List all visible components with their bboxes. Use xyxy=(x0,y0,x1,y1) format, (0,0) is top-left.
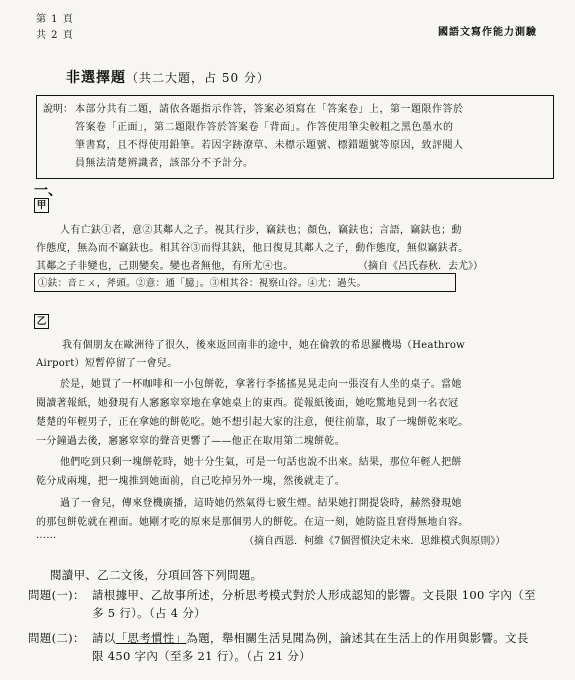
passage-a-citation: （摘自《呂氏春秋．去尤》） xyxy=(358,261,483,272)
section-title-text: 非選擇題 xyxy=(66,70,126,86)
passage-a-marker: 甲 xyxy=(34,198,49,213)
passage-b-line: 過了一會兒，傳來登機廣播，這時她仍然氣得七竅生煙。結果她打開提袋時，赫然發現她 xyxy=(60,498,462,509)
part-number: 一、 xyxy=(34,183,62,199)
instructions-line: 本部分共有二題，請依各題指示作答，答案必須寫在「答案卷」上，第一題限作答於 xyxy=(75,104,464,115)
page-total: 共 2 頁 xyxy=(36,30,74,41)
question-2-line: 限 450 字內（至多 21 行）。（占 21 分） xyxy=(92,649,311,663)
passage-b-line: 楚楚的年輕男子，正在拿她的餅乾吃。她不想引起大家的注意，便往前靠，取了一塊餅乾來吃。 xyxy=(36,417,469,428)
question-1-label: 問題(一)： xyxy=(28,588,85,602)
question-2-suffix: 為題，舉相關生活見聞為例，論述其在生活上的作用與影響。文長 xyxy=(186,631,529,645)
section-title xyxy=(66,67,270,87)
passage-b-marker: 乙 xyxy=(34,314,49,329)
passage-b-line: 於是，她買了一杯咖啡和一小包餅乾，拿著行李搖搖晃晃走向一張沒有人坐的桌子。當她 xyxy=(60,379,462,390)
instructions-line: 筆書寫，且不得使用鉛筆。若因字跡潦草、未標示題號、標錯題號等原因，致評閱人 xyxy=(75,140,464,151)
passage-a-line: 作態度，無為而不竊鈇也。相其谷③而得其鈇，他日復見其鄰人之子，動作態度，無似竊鈇者。 xyxy=(36,243,469,254)
passage-b-line: 閱讀著報紙，她發現有人窸窸窣窣地在拿她桌上的東西。從報紙後面，她吃驚地見到一名衣冠 xyxy=(36,398,459,409)
passage-b-citation: （摘自西恩．柯維《7個習慣決定未來．思維模式與原則》） xyxy=(244,536,506,547)
exam-name: 國語文寫作能力測驗 xyxy=(438,27,537,38)
page-number: 第 1 頁 xyxy=(36,14,74,25)
instructions-line: 員無法清楚辨識者，該部分不予計分。 xyxy=(75,158,254,169)
instructions-line: 答案卷「正面」，第二題限作答於答案卷「背面」。作答使用筆尖較粗之黑色墨水的 xyxy=(75,122,454,133)
question-2-line xyxy=(92,630,529,646)
section-title-note: （共二大題，占 50 分） xyxy=(126,71,270,85)
passage-a-line: 人有亡鈇①者，意②其鄰人之子。視其行步，竊鈇也；顏色，竊鈇也；言語，竊鈇也；動 xyxy=(60,225,462,236)
question-1-line: 請根據甲、乙故事所述，分析思考模式對於人形成認知的影響。文長限 100 字內（至 xyxy=(92,588,536,602)
passage-a-glossary: ①鈇：音ㄈㄨ，斧頭。②意：通「臆」。③相其谷：視察山谷。④尤：過失。 xyxy=(38,278,367,289)
instructions-label: 說明： xyxy=(43,104,73,115)
question-2-topic: 「思考慣性」 xyxy=(115,631,187,645)
passage-b-line: 一分鐘過去後，窸窸窣窣的聲音更響了——他正在取用第二塊餅乾。 xyxy=(36,436,345,447)
passage-b-line: 乾分成兩塊，把一塊推到她面前，自己吃掉另外一塊，然後就走了。 xyxy=(36,476,345,487)
question-2-prefix: 請以 xyxy=(92,631,116,645)
question-2-label: 問題(二)： xyxy=(28,631,85,645)
passage-b-line: 我有個朋友在歐洲待了很久，後來返回南非的途中，她在倫敦的希思羅機場（Heathrow xyxy=(62,340,466,351)
question-1-line: 多 5 行）。（占 4 分） xyxy=(92,606,206,620)
passage-b-line: 的那包餅乾就在裡面。她剛才吃的原來是那個男人的餅乾。在這一刻，她防盜且窘得無地自容。 xyxy=(36,517,469,528)
questions-intro: 閱讀甲、乙二文後，分項回答下列問題。 xyxy=(50,568,263,582)
passage-b-line: Airport）短暫停留了一會兒。 xyxy=(36,358,178,369)
passage-b-line: …… xyxy=(36,530,57,541)
passage-b-line: 他們吃到只剩一塊餅乾時，她十分生氣，可是一句話也說不出來。結果，那位年輕人把餅 xyxy=(60,457,462,468)
passage-a-line: 其鄰之子非變也，己則變矣。變也者無他，有所尤④也。 xyxy=(36,261,294,272)
